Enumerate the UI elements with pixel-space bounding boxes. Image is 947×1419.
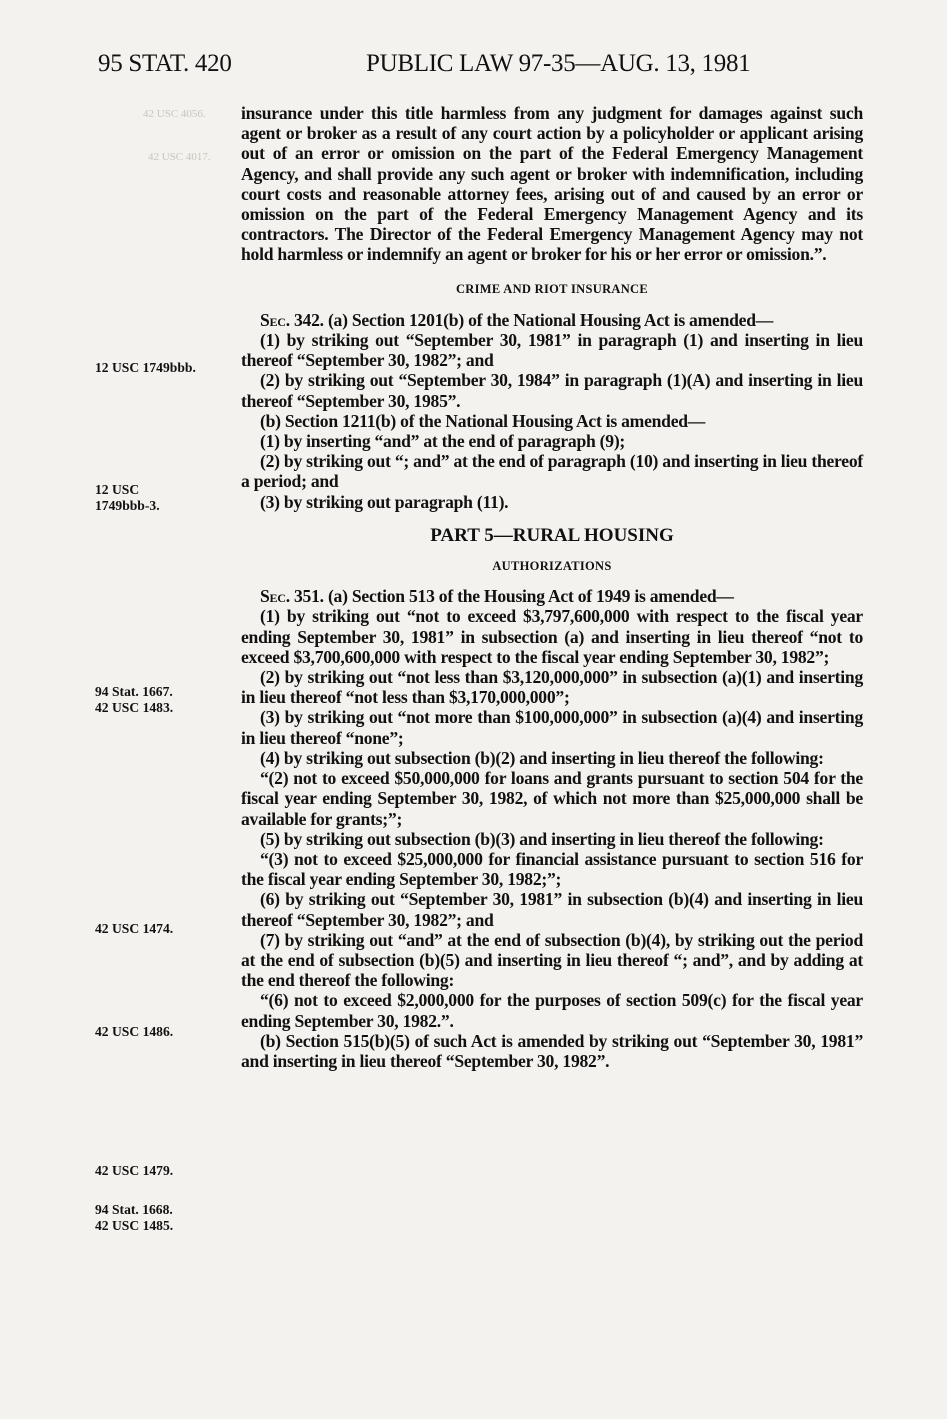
- margin-note-line: 12 USC: [95, 482, 140, 497]
- margin-note-line: 42 USC 1483.: [95, 699, 174, 715]
- sec342-a1: (1) by striking out “September 30, 1981” in paragraph (1) and inserting in lieu thereof “September 30, 1982”; and: [241, 330, 863, 371]
- sec351-p2: (2) by striking out “not less than $3,120,000,000” in subsection (a)(1) and inserting in lieu thereof “not less than $3,170,000,000”;: [241, 667, 863, 708]
- margin-note-12usc1749bbb: 12 USC 1749bbb.: [95, 360, 196, 375]
- sec342-b3: (3) by striking out paragraph (11).: [260, 491, 509, 512]
- sec351-p4-quote: “(2) not to exceed $50,000,000 for loans and grants pursuant to section 504 for the fiscal year ending September 30, 1982, of which not more than $25,000,000 shall be available for grants;”;: [241, 768, 863, 829]
- sec351-p7-quote: “(6) not to exceed $2,000,000 for the purposes of section 509(c) for the fiscal year ending September 30, 1982.”.: [241, 990, 863, 1031]
- page-stat-reference: 95 STAT. 420: [98, 50, 232, 77]
- sec351-intro: [241, 586, 863, 606]
- section-heading-crime-riot: CRIME AND RIOT INSURANCE: [455, 281, 649, 296]
- margin-note-42usc1479: 42 USC 1479.: [95, 1163, 174, 1178]
- sec351-p6: (6) by striking out “September 30, 1981” in subsection (b)(4) and inserting in lieu thereof “September 30, 1982”; and: [241, 889, 863, 930]
- section-heading-authorizations: AUTHORIZATIONS: [492, 559, 612, 574]
- sec351-p5-quote: “(3) not to exceed $25,000,000 for financial assistance pursuant to section 516 for the fiscal year ending September 30, 1982;”;: [241, 848, 863, 890]
- bleed-through-text: 42 USC 4056.: [143, 108, 206, 120]
- margin-note-42usc1486: 42 USC 1486.: [95, 1024, 174, 1039]
- sec342-a2: (2) by striking out “September 30, 1984” in paragraph (1)(A) and inserting in lieu thereof “September 30, 1985”.: [241, 370, 863, 411]
- sec342-intro: [241, 310, 863, 330]
- sec342-b1: (1) by inserting “and” at the end of paragraph (9);: [260, 431, 626, 452]
- part-heading-rural-housing: PART 5—RURAL HOUSING: [430, 524, 674, 546]
- page-title: PUBLIC LAW 97-35—AUG. 13, 1981: [366, 50, 751, 77]
- margin-note-line: 94 Stat. 1667.: [95, 684, 173, 699]
- margin-note-42usc1474: 42 USC 1474.: [95, 921, 174, 936]
- margin-note-12usc1749bbb3: [95, 482, 235, 513]
- section-label: Sec.: [260, 586, 290, 607]
- section-label: Sec.: [260, 309, 290, 330]
- bleed-through-text: 42 USC 4017.: [148, 151, 211, 163]
- sec351-p5: (5) by striking out subsection (b)(3) and inserting in lieu thereof the following:: [260, 828, 824, 849]
- margin-note-line: 94 Stat. 1668.: [95, 1202, 173, 1217]
- sec342-b2: (2) by striking out “; and” at the end of paragraph (10) and inserting in lieu thereof a period; and: [241, 451, 863, 492]
- sec351-p4: (4) by striking out subsection (b)(2) and inserting in lieu thereof the following:: [260, 747, 824, 768]
- main-text-column: [241, 103, 863, 1071]
- margin-note-94stat1668: [95, 1202, 235, 1233]
- sec351-b: (b) Section 515(b)(5) of such Act is amended by striking out “September 30, 1981” and inserting in lieu thereof “September 30, 1982”.: [241, 1030, 863, 1071]
- margin-note-line: 42 USC 1485.: [95, 1217, 174, 1233]
- sec351-p1: (1) by striking out “not to exceed $3,797,600,000 with respect to the fiscal year ending September 30, 1981” in subsection (a) and inserting in lieu thereof “not to exceed $3,700,600,000 with respect to the fiscal year ending September 30, 1982”;: [241, 606, 863, 667]
- sec351-p7: (7) by striking out “and” at the end of subsection (b)(4), by striking out the period at the end of subsection (b)(5) and inserting in lieu thereof “; and”, and by adding at the end thereof the following:: [241, 929, 863, 991]
- margin-note-line: 1749bbb-3.: [95, 497, 160, 513]
- sec351-intro-text: 351. (a) Section 513 of the Housing Act of 1949 is amended—: [289, 586, 734, 607]
- continuation-paragraph: insurance under this title harmless from any judgment for damages against such agent or broker as a result of any court action by a policyholder or applicant arising out of an error or omission on the part of the Federal Emergency Management Agency, and shall provide any such agent or broker with indemnification, including court costs and reasonable attorney fees, arising out of and caused by an error or omission on the part of the Federal Emergency Management Agency and its contractors. The Director of the Federal Emergency Management Agency may not hold harmless or indemnify an agent or broker for his or her error or omission.”.: [241, 103, 863, 265]
- sec342-intro-text: 342. (a) Section 1201(b) of the National Housing Act is amended—: [289, 309, 774, 330]
- margin-note-94stat1667: [95, 684, 235, 715]
- sec351-p3: (3) by striking out “not more than $100,000,000” in subsection (a)(4) and inserting in lieu thereof “none”;: [241, 707, 863, 748]
- sec342-b-intro: (b) Section 1211(b) of the National Housing Act is amended—: [260, 410, 706, 431]
